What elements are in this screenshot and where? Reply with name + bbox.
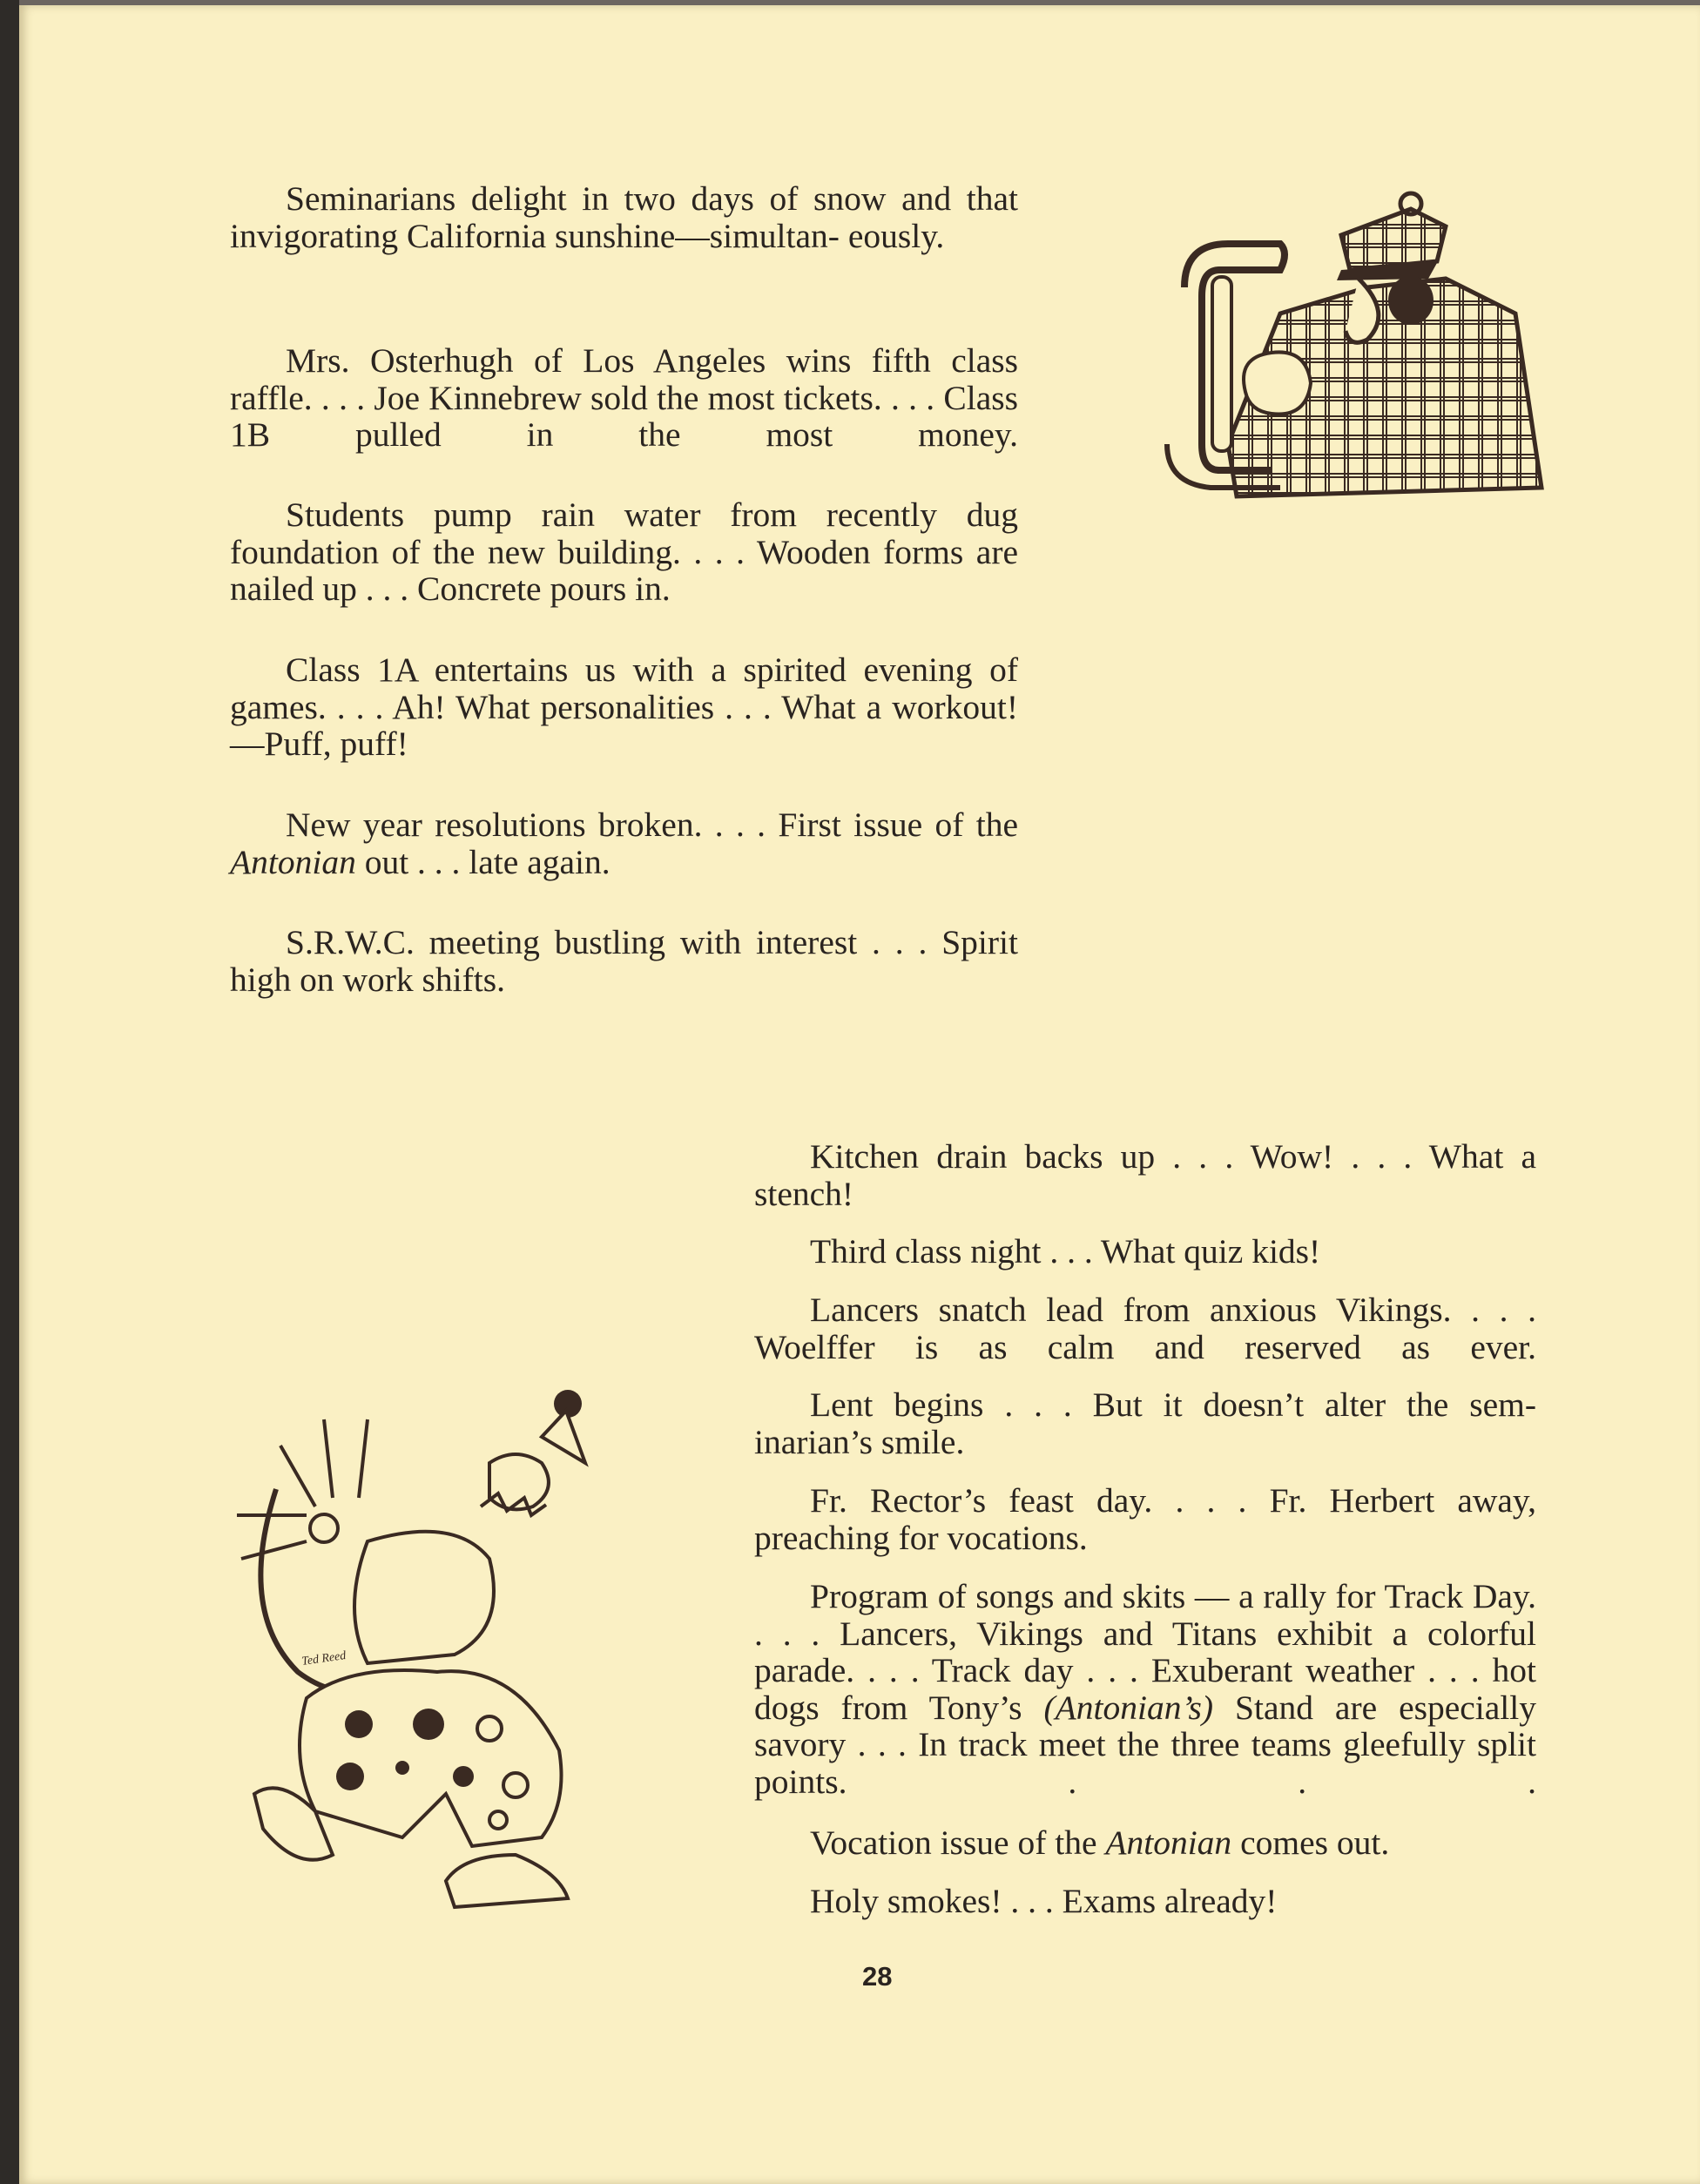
svg-text:Ted Reed: Ted Reed	[300, 1648, 347, 1668]
paragraph-lent: Lent begins . . . But it doesn’t alter the sem- inarian’s smile.	[754, 1385, 1536, 1461]
paragraph-kitchen-drain: Kitchen drain backs up . . . Wow! . . . What a stench!	[754, 1137, 1537, 1213]
paragraph-games: Class 1A entertains us with a spirited evening of games. . . . Ah! What personalities . . . What a workout!—Puff, puff!	[230, 650, 1019, 763]
cartoon-clown-with-drum-icon	[228, 1385, 611, 1924]
paragraph-exams: Holy smokes! . . . Exams already!	[810, 1882, 1278, 1920]
paragraph-class-night: Third class night . . . What quiz kids!	[810, 1232, 1321, 1271]
paragraph-resolutions: New year resolutions broken. . . . First issue of the Antonian out . . . late again.	[230, 806, 1018, 881]
cartoon-detective-plaid-coat-icon	[1150, 183, 1550, 505]
paragraph-snow: Seminarians delight in two days of snow and that invigorating California sunshine—simultan- eously.	[230, 179, 1018, 255]
paragraph-lancers: Lancers snatch lead from anxious Vikings. . . . Woelffer is as calm and reserved as ever.	[754, 1291, 1536, 1366]
paragraph-foundation: Students pump rain water from recently dug foundation of the new building. . . . Wooden forms are nailed up . . . Concrete pours in.	[230, 495, 1019, 608]
page-number: 28	[862, 1961, 893, 1992]
paragraph-track-day: Program of songs and skits — a rally for Track Day. . . . Lancers, Vikings and Titans exhibit a colorful parade. . . . Track day . . . Exuberant weather . . . hot dogs from Tony’s (Antonian’s) Stand are especially savory . . . In track meet the three teams gleefully split points. . . .	[754, 1577, 1536, 1801]
paragraph-vocation-issue: Vocation issue of the Antonian comes out.	[810, 1823, 1390, 1862]
paragraph-srwc: S.R.W.C. meeting bustling with interest . . . Spirit high on work shifts.	[230, 923, 1018, 999]
paragraph-raffle: Mrs. Osterhugh of Los Angeles wins fifth class raffle. . . . Joe Kinnebrew sold the most tickets. . . . Class 1B pulled in the most money.	[230, 341, 1019, 454]
paragraph-feast-day: Fr. Rector’s feast day. . . . Fr. Herbert away, preaching for vocations.	[754, 1481, 1536, 1557]
